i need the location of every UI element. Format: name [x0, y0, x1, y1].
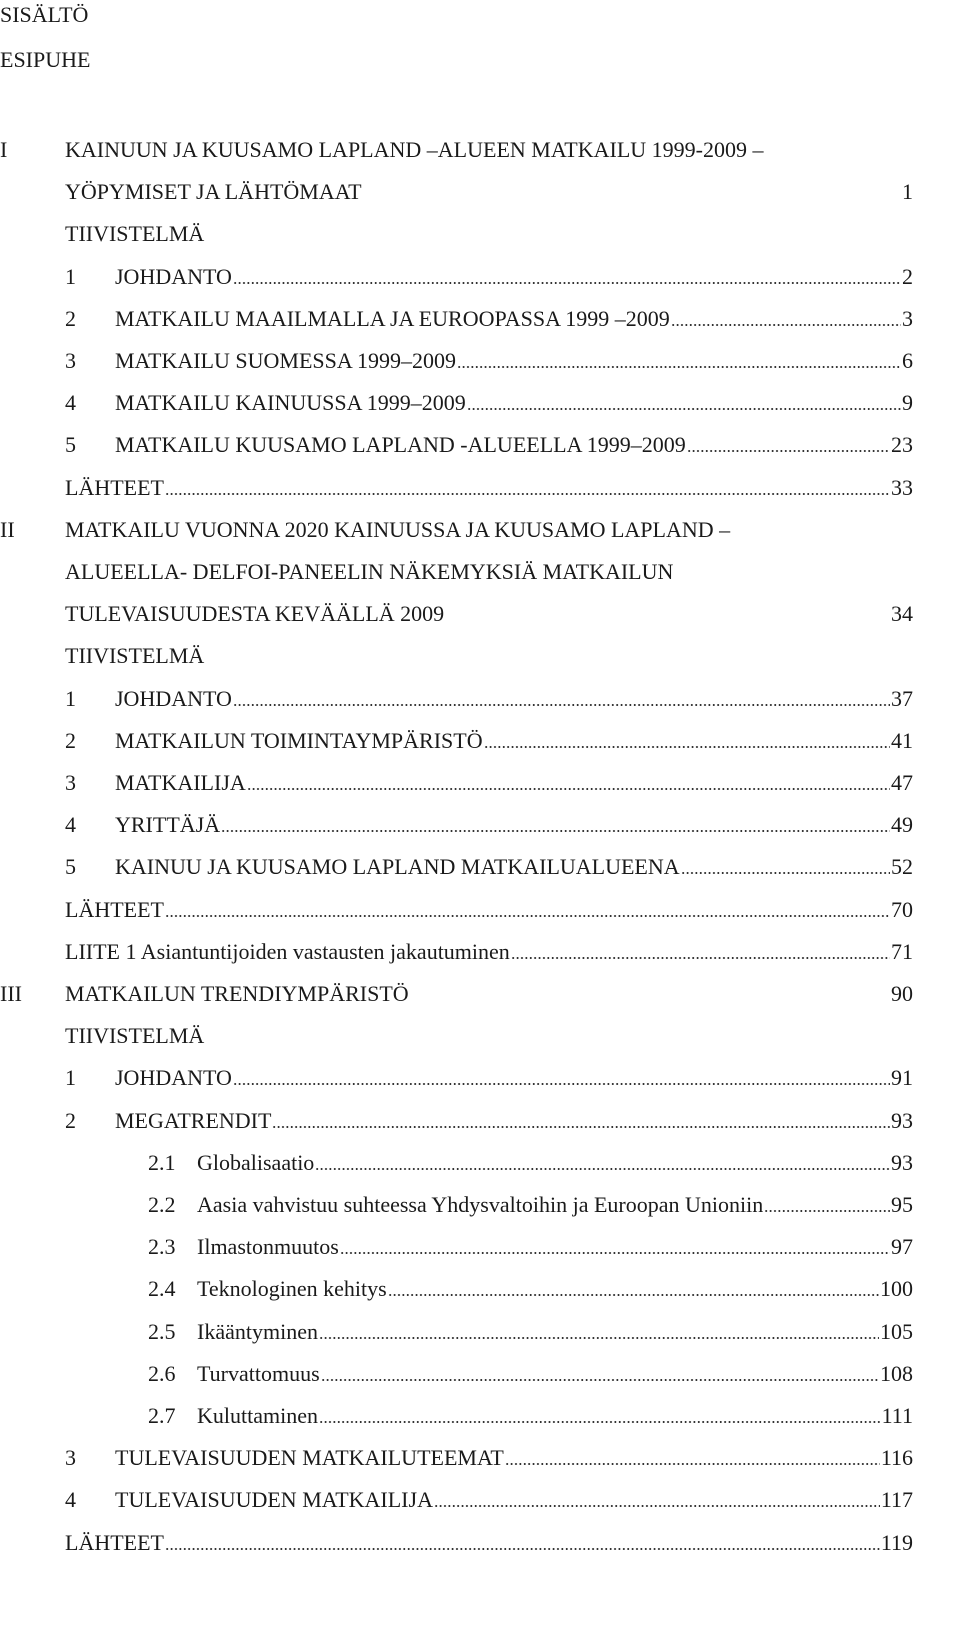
- page-number: 111: [881, 1403, 913, 1428]
- dot-leader: [505, 1463, 880, 1465]
- entry-title: TIIVISTELMÄ: [65, 1023, 205, 1049]
- toc-entry[interactable]: [0, 720, 913, 762]
- entry-title: MATKAILIJA: [115, 770, 246, 795]
- entry-title: Turvattomuus: [197, 1360, 320, 1386]
- page-number: 90: [891, 981, 913, 1006]
- toc-entry[interactable]: [0, 1268, 913, 1310]
- page-number: 2: [902, 263, 913, 289]
- entry-number: 2: [65, 727, 76, 753]
- toc-line: [0, 129, 913, 171]
- page-number: 1: [902, 179, 913, 205]
- toc-entry[interactable]: [0, 1522, 913, 1564]
- entry-number: 3: [65, 348, 76, 373]
- toc-entry[interactable]: [0, 973, 913, 1015]
- dot-leader: [340, 1252, 890, 1254]
- page-number: 93: [891, 1149, 913, 1175]
- entry-title: LÄHTEET: [65, 1529, 164, 1555]
- toc-line: [0, 1015, 913, 1057]
- entry-title: MATKAILU VUONNA 2020 KAINUUSSA JA KUUSAMO LAPLAND –: [65, 516, 731, 542]
- toc-line: [0, 213, 913, 255]
- toc-entry[interactable]: [0, 846, 913, 888]
- entry-title: TULEVAISUUDEN MATKAILIJA: [115, 1487, 433, 1513]
- entry-number: 2.4: [148, 1276, 176, 1302]
- toc-entry[interactable]: [0, 382, 913, 424]
- dot-leader: [233, 282, 901, 284]
- entry-number: 2.1: [148, 1149, 176, 1175]
- dot-leader: [319, 1337, 879, 1339]
- entry-title: TULEVAISUUDESTA KEVÄÄLLÄ 2009: [65, 601, 445, 627]
- entry-title: MEGATRENDIT: [115, 1107, 272, 1133]
- entry-number: 4: [65, 1487, 76, 1513]
- entry-number: 3: [65, 770, 76, 795]
- entry-title: Globalisaatio: [197, 1149, 315, 1175]
- toc-entry[interactable]: [0, 593, 913, 635]
- page-number: 41: [891, 727, 913, 753]
- part-number: III: [0, 981, 22, 1006]
- toc-entry[interactable]: [0, 424, 913, 466]
- dot-leader: [681, 872, 890, 874]
- entry-title: YÖPYMISET JA LÄHTÖMAAT: [65, 179, 362, 205]
- toc-entry[interactable]: [0, 678, 913, 720]
- entry-title: Ilmastonmuutos: [197, 1234, 339, 1260]
- entry-title: Ikääntyminen: [197, 1318, 318, 1344]
- entry-number: 5: [65, 854, 76, 880]
- page-number: 91: [891, 1065, 913, 1091]
- dot-leader: [321, 1379, 879, 1381]
- page-number: 97: [891, 1234, 913, 1260]
- entry-number: 3: [65, 1445, 76, 1471]
- toc-heading: SISÄLTÖ: [0, 2, 89, 27]
- entry-title: JOHDANTO: [115, 685, 232, 711]
- toc-line: [0, 551, 913, 593]
- dot-leader: [484, 746, 890, 748]
- entry-title: KAINUU JA KUUSAMO LAPLAND MATKAILUALUEENA: [115, 854, 680, 880]
- page-number: 52: [891, 854, 913, 880]
- page-number: 108: [880, 1360, 913, 1386]
- entry-title: MATKAILUN TOIMINTAYMPÄRISTÖ: [115, 727, 483, 753]
- page-number: 93: [891, 1107, 913, 1133]
- toc-entry[interactable]: [0, 1057, 913, 1099]
- entry-title: Teknologinen kehitys: [197, 1276, 387, 1302]
- entry-title: MATKAILU SUOMESSA 1999–2009: [115, 348, 457, 373]
- toc-entry[interactable]: [0, 804, 913, 846]
- dot-leader: [233, 704, 890, 706]
- dot-leader: [671, 324, 901, 326]
- page-number: 49: [891, 812, 913, 838]
- toc-line: [0, 509, 913, 551]
- page-number: 9: [902, 390, 913, 416]
- toc-entry[interactable]: [0, 1395, 913, 1437]
- entry-title: ALUEELLA- DELFOI-PANEELIN NÄKEMYKSIÄ MATKAILUN: [65, 559, 674, 584]
- toc-entry[interactable]: [0, 256, 913, 298]
- toc-entry[interactable]: [0, 1184, 913, 1226]
- entry-title: LÄHTEET: [65, 474, 164, 500]
- entry-title: TULEVAISUUDEN MATKAILUTEEMAT: [115, 1445, 504, 1471]
- dot-leader: [319, 1421, 881, 1423]
- page-number: 3: [902, 305, 913, 331]
- page-number: 95: [891, 1192, 913, 1217]
- dot-leader: [457, 366, 901, 368]
- dot-leader: [511, 957, 890, 959]
- dot-leader: [315, 1168, 890, 1170]
- page-number: 47: [891, 770, 913, 795]
- entry-number: 4: [65, 390, 76, 416]
- entry-number: 2.3: [148, 1234, 176, 1260]
- toc-entry-preface[interactable]: ESIPUHE: [0, 47, 91, 72]
- entry-number: 2.7: [148, 1403, 176, 1428]
- toc-entry[interactable]: [0, 762, 913, 804]
- page-number: 119: [880, 1529, 913, 1555]
- toc-entry[interactable]: [0, 298, 913, 340]
- dot-leader: [467, 408, 901, 410]
- part-number: II: [0, 516, 15, 542]
- page-number: 23: [891, 432, 913, 458]
- toc-entry[interactable]: [0, 1437, 913, 1479]
- entry-number: 4: [65, 812, 76, 838]
- entry-title: LIITE 1 Asiantuntijoiden vastausten jakautuminen: [65, 938, 510, 964]
- dot-leader: [247, 788, 890, 790]
- toc-entry[interactable]: [0, 1226, 913, 1268]
- entry-title: MATKAILU KUUSAMO LAPLAND -ALUEELLA 1999–2009: [115, 432, 686, 458]
- dot-leader: [272, 1126, 890, 1128]
- dot-leader: [687, 450, 890, 452]
- dot-leader: [221, 830, 890, 832]
- page-number: 34: [891, 601, 913, 627]
- entry-title: JOHDANTO: [115, 1065, 232, 1091]
- toc-entry[interactable]: [0, 1353, 913, 1395]
- page-number: 71: [891, 938, 913, 964]
- page-number: 37: [891, 685, 913, 711]
- page-number: 117: [880, 1487, 913, 1513]
- entry-title: MATKAILUN TRENDIYMPÄRISTÖ: [65, 981, 409, 1006]
- entry-number: 2: [65, 305, 76, 331]
- entry-number: 2.5: [148, 1318, 176, 1344]
- toc-entry[interactable]: [0, 1100, 913, 1142]
- entry-number: 2.2: [148, 1192, 176, 1217]
- part-number: I: [0, 137, 8, 162]
- toc-line: [0, 635, 913, 677]
- entry-title: MATKAILU KAINUUSSA 1999–2009: [115, 390, 466, 416]
- entry-title: Aasia vahvistuu suhteessa Yhdysvaltoihin ja Euroopan Unioniin: [197, 1192, 764, 1217]
- dot-leader: [165, 1548, 880, 1550]
- page-number: 6: [902, 348, 913, 373]
- dot-leader: [165, 493, 890, 495]
- dot-leader: [764, 1210, 890, 1212]
- page-number: 100: [880, 1276, 913, 1302]
- dot-leader: [233, 1083, 890, 1085]
- toc-entry[interactable]: [0, 889, 913, 931]
- entry-title: Kuluttaminen: [197, 1403, 318, 1428]
- toc-entry[interactable]: [0, 1311, 913, 1353]
- toc-entry[interactable]: [0, 340, 913, 382]
- dot-leader: [388, 1294, 879, 1296]
- entry-number: 2.6: [148, 1360, 176, 1386]
- entry-number: 1: [65, 1065, 76, 1091]
- entry-number: 5: [65, 432, 76, 458]
- entry-title: YRITTÄJÄ: [115, 812, 221, 838]
- toc-entry[interactable]: [0, 931, 913, 973]
- entry-number: 1: [65, 685, 76, 711]
- entry-title: TIIVISTELMÄ: [65, 221, 205, 247]
- dot-leader: [165, 915, 890, 917]
- toc-entry[interactable]: [0, 1142, 913, 1184]
- entry-title: LÄHTEET: [65, 896, 164, 922]
- dot-leader: [434, 1505, 880, 1507]
- toc-entry[interactable]: [0, 171, 913, 213]
- entry-number: 1: [65, 263, 76, 289]
- page-number: 70: [891, 896, 913, 922]
- toc-entry[interactable]: [0, 467, 913, 509]
- entry-title: TIIVISTELMÄ: [65, 643, 205, 669]
- page-number: 33: [891, 474, 913, 500]
- entry-title: MATKAILU MAAILMALLA JA EUROOPASSA 1999 –2009: [115, 305, 670, 331]
- entry-title: JOHDANTO: [115, 263, 232, 289]
- page-number: 116: [880, 1445, 913, 1471]
- entry-number: 2: [65, 1107, 76, 1133]
- page-number: 105: [880, 1318, 913, 1344]
- entry-title: KAINUUN JA KUUSAMO LAPLAND –ALUEEN MATKAILU 1999-2009 –: [65, 137, 764, 162]
- toc-entry[interactable]: [0, 1479, 913, 1521]
